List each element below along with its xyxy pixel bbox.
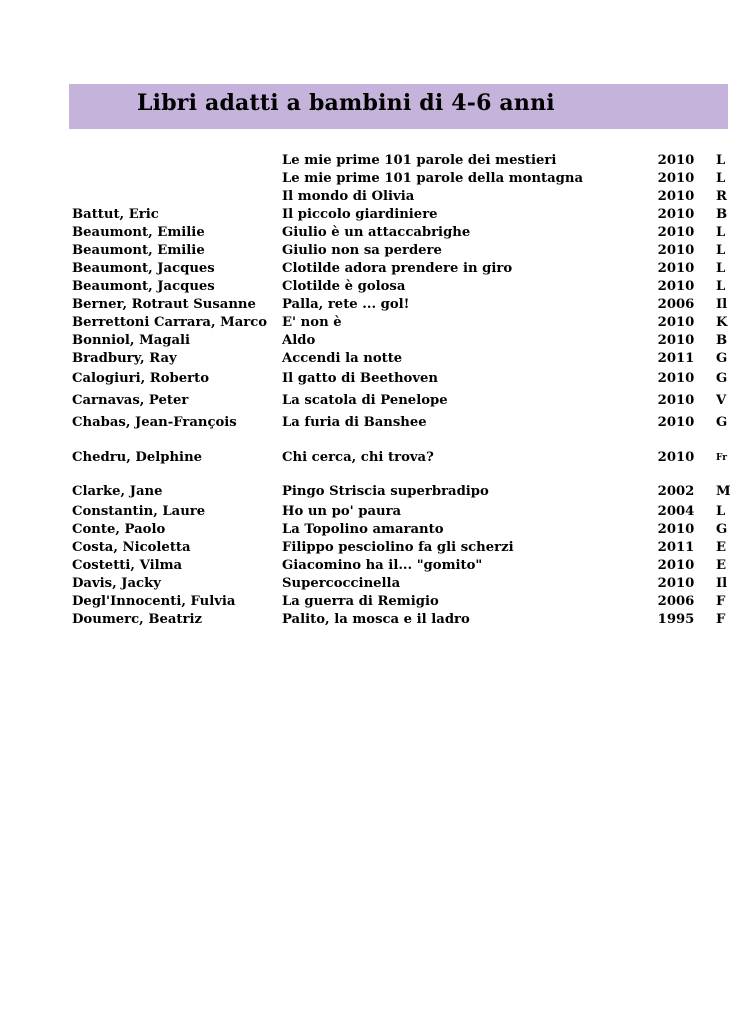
- table-row: [0, 260, 728, 278]
- author-cell: Chedru, Delphine: [72, 450, 203, 465]
- publisher-cell: Fr: [716, 453, 727, 463]
- year-cell: 2010: [657, 171, 695, 186]
- publisher-cell: L: [716, 243, 726, 258]
- table-row: [0, 206, 728, 224]
- publisher-cell: L: [716, 225, 726, 240]
- year-cell: 2010: [657, 153, 695, 168]
- title-cell: Il gatto di Beethoven: [282, 371, 438, 386]
- author-cell: Conte, Paolo: [72, 522, 166, 537]
- publisher-cell: L: [716, 261, 726, 276]
- table-row: [0, 392, 728, 414]
- table-row: [0, 449, 728, 483]
- year-cell: 2010: [657, 243, 695, 258]
- publisher-cell: L: [716, 153, 726, 168]
- author-cell: Clarke, Jane: [72, 484, 163, 499]
- title-cell: Pingo Striscia superbradipo: [282, 484, 489, 499]
- year-cell: 2010: [657, 225, 695, 240]
- title-cell: Ho un po' paura: [282, 504, 402, 519]
- year-cell: 2010: [657, 207, 695, 222]
- publisher-cell: G: [716, 522, 728, 537]
- title-cell: Il piccolo giardiniere: [282, 207, 438, 222]
- title-cell: Supercoccinella: [282, 576, 401, 591]
- year-cell: 2010: [657, 393, 695, 408]
- title-cell: La Topolino amaranto: [282, 522, 444, 537]
- publisher-cell: L: [716, 504, 726, 519]
- publisher-cell: E: [716, 540, 727, 555]
- year-cell: 2010: [657, 415, 695, 430]
- title-cell: Chi cerca, chi trova?: [282, 450, 434, 465]
- author-cell: Calogiuri, Roberto: [72, 371, 210, 386]
- publisher-cell: G: [716, 415, 728, 430]
- table-row: [0, 350, 728, 370]
- author-cell: Berrettoni Carrara, Marco: [72, 315, 268, 330]
- table-row: [0, 539, 728, 557]
- year-cell: 2002: [657, 484, 695, 499]
- publisher-cell: E: [716, 558, 727, 573]
- author-cell: Costetti, Vilma: [72, 558, 183, 573]
- table-row: [0, 152, 728, 170]
- title-cell: Clotilde è golosa: [282, 279, 406, 294]
- author-cell: Berner, Rotraut Susanne: [72, 297, 256, 312]
- author-cell: Chabas, Jean-François: [72, 415, 237, 430]
- title-cell: Accendi la notte: [282, 351, 403, 366]
- title-cell: La furia di Banshee: [282, 415, 427, 430]
- publisher-cell: R: [716, 189, 727, 204]
- publisher-cell: G: [716, 351, 728, 366]
- year-cell: 2010: [657, 261, 695, 276]
- author-cell: Beaumont, Emilie: [72, 225, 205, 240]
- author-cell: Constantin, Laure: [72, 504, 206, 519]
- title-cell: Palla, rete ... gol!: [282, 297, 410, 312]
- table-row: [0, 575, 728, 593]
- title-cell: Le mie prime 101 parole dei mestieri: [282, 153, 557, 168]
- title-cell: Palito, la mosca e il ladro: [282, 612, 470, 627]
- author-cell: Bradbury, Ray: [72, 351, 177, 366]
- year-cell: 2011: [657, 351, 695, 366]
- book-list: [0, 152, 731, 629]
- year-cell: 2010: [657, 371, 695, 386]
- table-row: [0, 414, 728, 449]
- publisher-cell: G: [716, 371, 728, 386]
- table-row: [0, 188, 728, 206]
- author-cell: Beaumont, Emilie: [72, 243, 205, 258]
- year-cell: 2006: [657, 297, 695, 312]
- table-row: [0, 503, 728, 521]
- year-cell: 2010: [657, 315, 695, 330]
- author-cell: Davis, Jacky: [72, 576, 161, 591]
- publisher-cell: F: [716, 612, 726, 627]
- title-cell: Le mie prime 101 parole della montagna: [282, 171, 584, 186]
- year-cell: 2010: [657, 576, 695, 591]
- page-title: Libri adatti a bambini di 4-6 anni: [137, 90, 555, 116]
- year-cell: 2010: [657, 333, 695, 348]
- table-row: [0, 557, 728, 575]
- year-cell: 2010: [657, 522, 695, 537]
- title-cell: La guerra di Remigio: [282, 594, 439, 609]
- year-cell: 2006: [657, 594, 695, 609]
- title-banner: [69, 84, 728, 129]
- title-cell: Aldo: [282, 333, 316, 348]
- year-cell: 1995: [657, 612, 695, 627]
- title-cell: Giulio è un attaccabrighe: [282, 225, 471, 240]
- publisher-cell: B: [716, 333, 728, 348]
- author-cell: Beaumont, Jacques: [72, 261, 215, 276]
- table-row: [0, 370, 728, 392]
- publisher-cell: L: [716, 279, 726, 294]
- table-row: [0, 170, 728, 188]
- year-cell: 2010: [657, 558, 695, 573]
- title-cell: Giacomino ha il... "gomito": [282, 558, 483, 573]
- author-cell: Costa, Nicoletta: [72, 540, 191, 555]
- table-row: [0, 278, 728, 296]
- table-row: [0, 296, 728, 314]
- title-cell: E' non è: [282, 315, 342, 330]
- table-row: [0, 314, 728, 332]
- title-cell: Clotilde adora prendere in giro: [282, 261, 513, 276]
- author-cell: Degl'Innocenti, Fulvia: [72, 594, 236, 609]
- author-cell: Battut, Eric: [72, 207, 159, 222]
- year-cell: 2011: [657, 540, 695, 555]
- year-cell: 2010: [657, 189, 695, 204]
- table-row: [0, 521, 728, 539]
- publisher-cell: K: [716, 315, 728, 330]
- title-cell: Filippo pesciolino fa gli scherzi: [282, 540, 514, 555]
- title-cell: Giulio non sa perdere: [282, 243, 442, 258]
- author-cell: Bonniol, Magali: [72, 333, 191, 348]
- author-cell: Beaumont, Jacques: [72, 279, 215, 294]
- publisher-cell: F: [716, 594, 726, 609]
- author-cell: Doumerc, Beatriz: [72, 612, 202, 627]
- title-cell: Il mondo di Olivia: [282, 189, 415, 204]
- publisher-cell: Il: [716, 297, 728, 312]
- table-row: [0, 224, 728, 242]
- title-cell: La scatola di Penelope: [282, 393, 448, 408]
- table-row: [0, 242, 728, 260]
- author-cell: Carnavas, Peter: [72, 393, 189, 408]
- year-cell: 2010: [657, 450, 695, 465]
- table-row: [0, 483, 731, 503]
- table-row: [0, 611, 728, 629]
- table-row: [0, 332, 728, 350]
- table-row: [0, 593, 728, 611]
- publisher-cell: B: [716, 207, 728, 222]
- publisher-cell: M: [716, 484, 731, 499]
- publisher-cell: L: [716, 171, 726, 186]
- publisher-cell: V: [716, 393, 727, 408]
- year-cell: 2010: [657, 279, 695, 294]
- year-cell: 2004: [657, 504, 695, 519]
- publisher-cell: Il: [716, 576, 728, 591]
